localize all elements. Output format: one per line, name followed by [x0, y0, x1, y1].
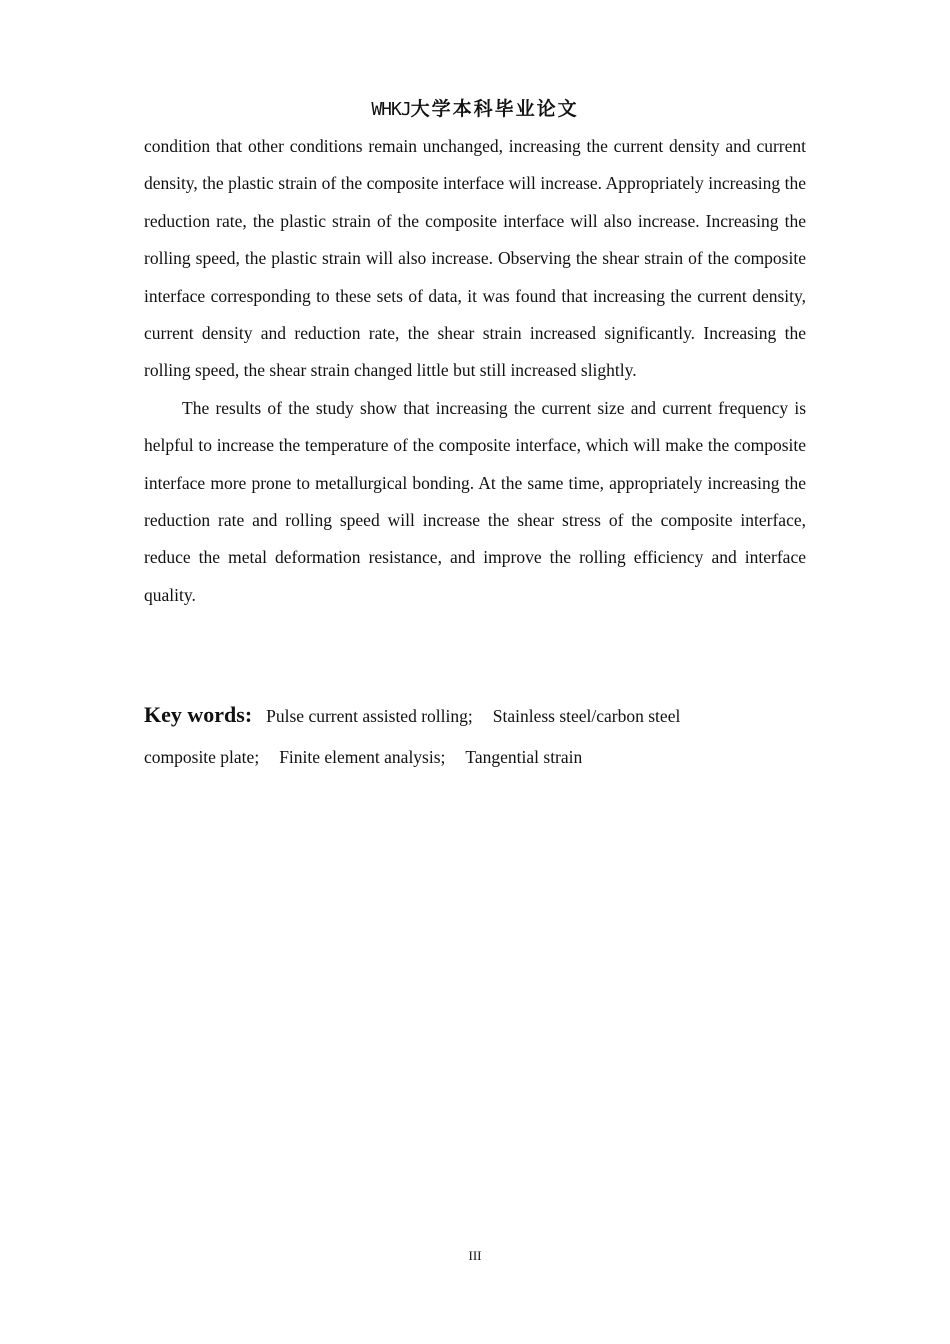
keywords-label: Key words:: [144, 702, 253, 727]
header-thesis-title: 大学本科毕业论文: [410, 98, 579, 120]
keyword-item: Pulse current assisted rolling;: [266, 706, 473, 726]
keyword-item: Stainless steel/carbon steel: [492, 706, 681, 726]
keywords-line-1: [144, 696, 806, 736]
abstract-paragraph-2: The results of the study show that increasing the current size and current frequency is helpful to increase the temperature of the composite interface, which will make the composite interface more prone to metallurgical bonding. At the same time, appropriately increasing the reduction rate and rolling speed will increase the shear stress of the composite interface, reduce the metal deformation resistance, and improve the rolling efficiency and interface quality.: [144, 397, 806, 605]
keywords-line-2: [144, 736, 806, 778]
header-university-code: WHKJ: [371, 99, 411, 120]
abstract-body: [144, 128, 806, 614]
keywords-section: [144, 696, 806, 778]
keyword-item: Tangential strain: [465, 747, 583, 767]
keyword-item: Finite element analysis;: [279, 747, 446, 767]
running-header: [0, 96, 950, 123]
abstract-paragraph-1: condition that other conditions remain unchanged, increasing the current density and current density, the plastic strain of the composite interface will increase. Appropriately increasing the reduction rate, the plastic strain of the composite interface will also increase. Increasing the rolling speed, the plastic strain will also increase. Observing the shear strain of the composite interface corresponding to these sets of data, it was found that increasing the current density, current density and reduction rate, the shear strain increased significantly. Increasing the rolling speed, the shear strain changed little but still increased slightly.: [144, 136, 806, 381]
page-number: III: [468, 1248, 482, 1263]
keyword-item: composite plate;: [144, 747, 260, 767]
